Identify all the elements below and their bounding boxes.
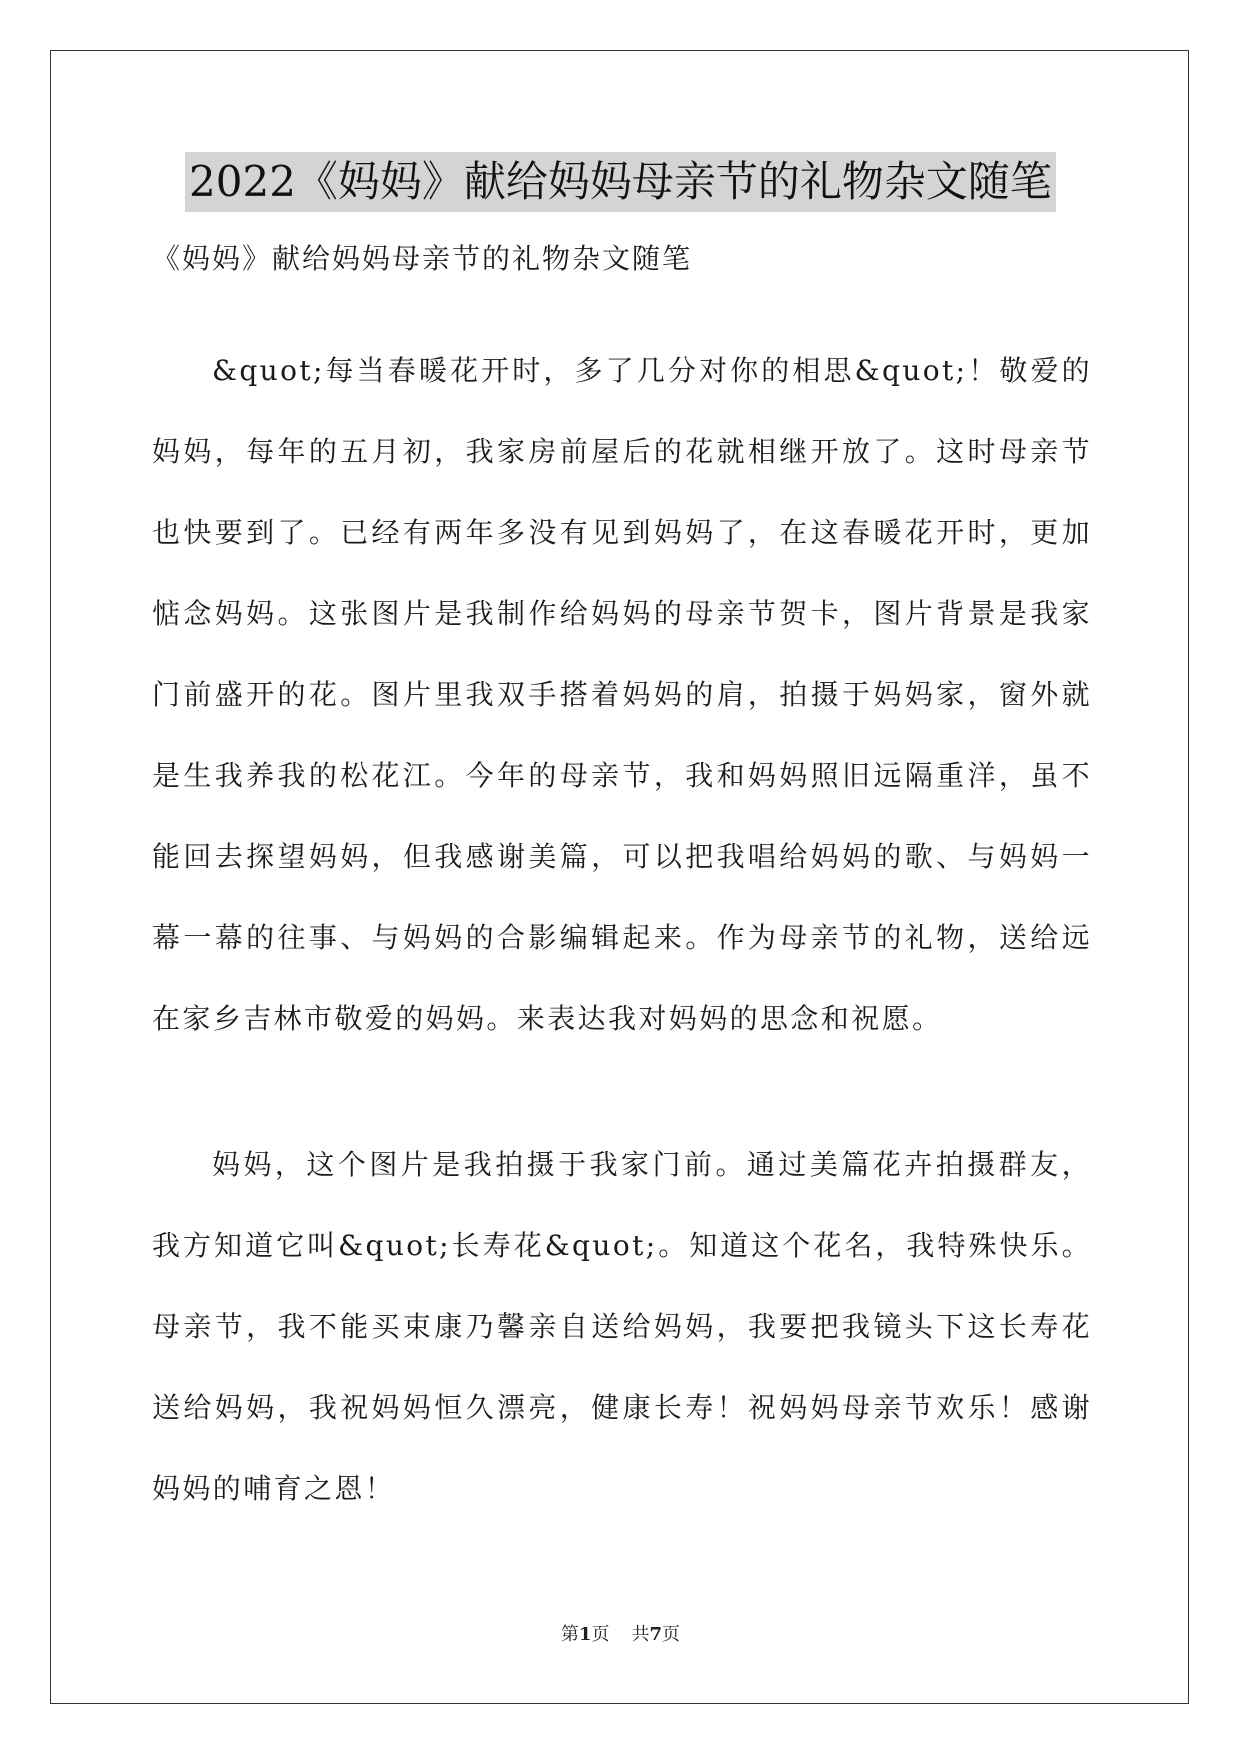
page-total: 7	[649, 1624, 663, 1645]
total-unit: 页	[662, 1624, 681, 1645]
page-unit: 页	[591, 1624, 610, 1645]
paragraph-1: &quot;每当春暖花开时，多了几分对你的相思&quot;！敬爱的妈妈，每年的五月初，我家房前屋后的花就相继开放了。这时母亲节也快要到了。已经有两年多没有见到妈妈了，在这春暖花开时，更加惦念妈妈。这张图片是我制作给妈妈的母亲节贺卡，图片背景是我家门前盛开的花。图片里我双手搭着妈妈的肩，拍摄于妈妈家，窗外就是生我养我的松花江。今年的母亲节，我和妈妈照旧远隔重洋，虽不能回去探望妈妈，但我感谢美篇，可以把我唱给妈妈的歌、与妈妈一幕一幕的往事、与妈妈的合影编辑起来。作为母亲节的礼物，送给远在家乡吉林市敬爱的妈妈。来表达我对妈妈的思念和祝愿。	[152, 354, 1092, 1035]
document-title: 2022《妈妈》献给妈妈母亲节的礼物杂文随笔	[185, 152, 1056, 212]
page-footer	[0, 1620, 1241, 1646]
total-prefix: 共	[631, 1624, 650, 1645]
document-subtitle: 《妈妈》献给妈妈母亲节的礼物杂文随笔	[152, 242, 693, 275]
page-current: 1	[578, 1624, 592, 1645]
page-prefix: 第	[560, 1624, 579, 1645]
paragraph-2: 妈妈，这个图片是我拍摄于我家门前。通过美篇花卉拍摄群友，我方知道它叫&quot;长寿花&quot;。知道这个花名，我特殊快乐。母亲节，我不能买束康乃馨亲自送给妈妈，我要把我镜头下这长寿花送给妈妈，我祝妈妈恒久漂亮，健康长寿！祝妈妈母亲节欢乐！感谢妈妈的哺育之恩！	[152, 1148, 1092, 1505]
title-container	[0, 152, 1241, 212]
